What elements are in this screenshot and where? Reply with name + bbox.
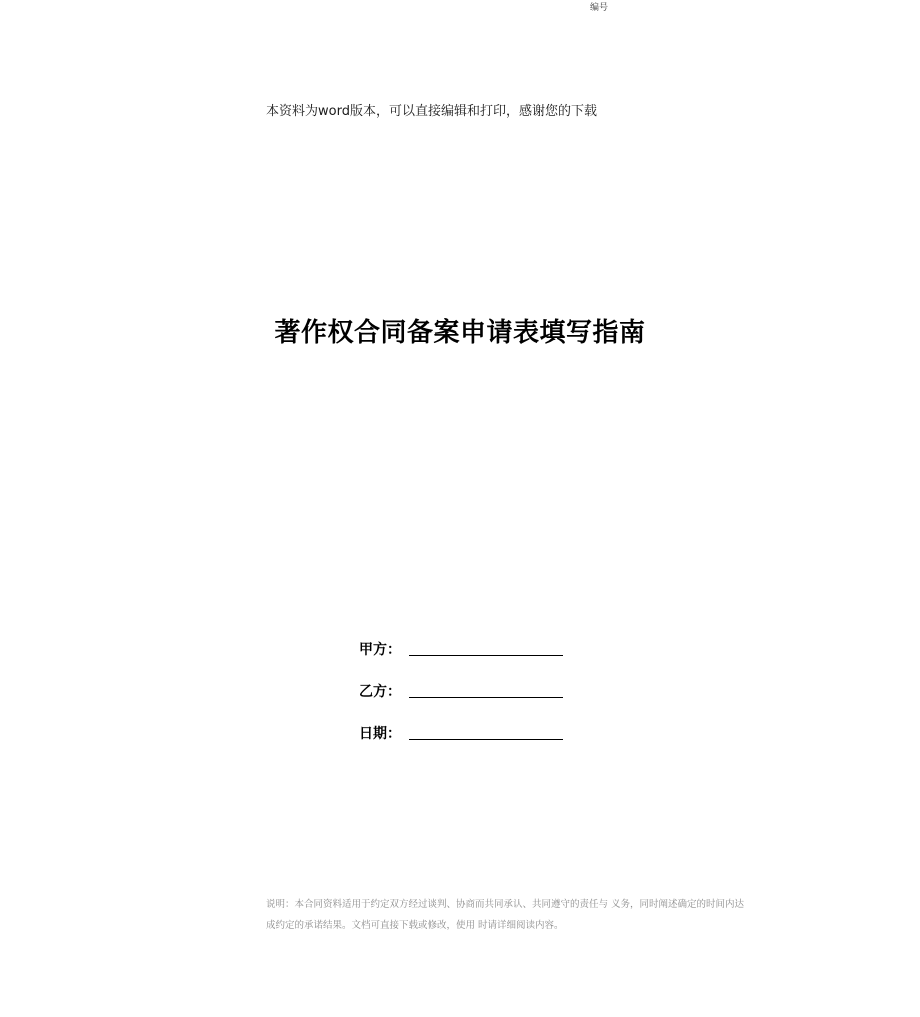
footnote-line-1: 说明：本合同资料适用于约定双方经过谈判、协商而共同承认、共同遵守的责任与 义务，同时阐述确定的时间内达 — [266, 899, 745, 910]
party-b-blank[interactable] — [409, 697, 563, 698]
footnote-line-2: 成约定的承诺结果。文档可直接下载或修改，使用 时请详细阅读内容。 — [266, 920, 564, 931]
date-label: 日期： — [359, 726, 401, 742]
party-b-label: 乙方： — [359, 684, 401, 700]
download-notice: 本资料为word版本，可以直接编辑和打印，感谢您的下载 — [266, 104, 597, 119]
signature-block — [359, 637, 579, 763]
party-b-field — [359, 679, 579, 701]
date-field — [359, 721, 579, 743]
date-blank[interactable] — [409, 739, 563, 740]
party-a-label: 甲方： — [359, 642, 401, 658]
document-title: 著作权合同备案申请表填写指南 — [274, 318, 646, 348]
party-a-field — [359, 637, 579, 659]
footnote — [266, 894, 796, 936]
party-a-blank[interactable] — [409, 655, 563, 656]
doc-number-label: 编号 — [590, 3, 609, 13]
